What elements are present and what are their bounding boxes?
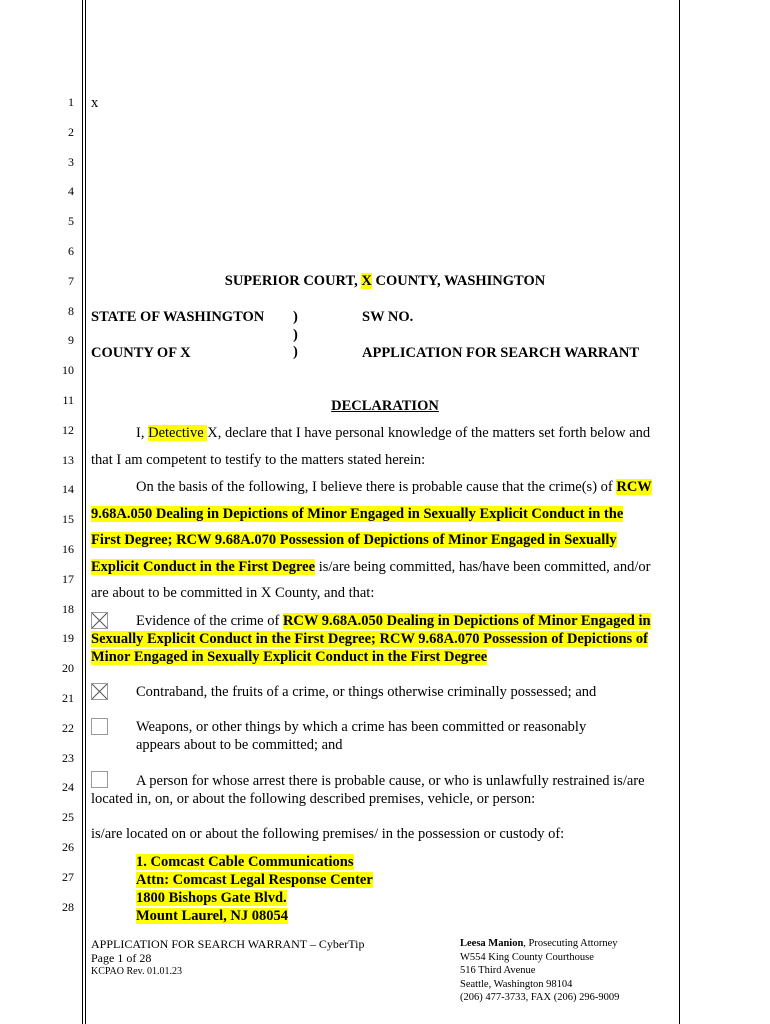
- text: A person for whose arrest there is probable cause, or who is unlawfully restrained is/are: [136, 773, 645, 789]
- attorney-name: Leesa Manion: [460, 938, 524, 949]
- crime-highlight: First Degree; RCW 9.68A.070 Possession of Depictions of Minor Engaged in Sexually: [91, 532, 617, 548]
- caption-document-title: APPLICATION FOR SEARCH WARRANT: [362, 345, 640, 361]
- line-number: 17: [62, 572, 74, 586]
- caption-paren: ): [293, 309, 298, 325]
- line-number: 9: [68, 333, 74, 347]
- left-margin-rule-outer: [82, 0, 83, 1024]
- text: that I am competent to testify to the matters stated herein:: [91, 451, 426, 468]
- footer-page-number: Page 1 of 28: [91, 951, 152, 965]
- crime-highlight: 9.68A.050 Dealing in Depictions of Minor Engaged in Sexually Explicit Conduct in the: [91, 505, 624, 522]
- line-number: 20: [62, 661, 74, 675]
- line-number: 3: [68, 155, 74, 169]
- caption-county: COUNTY OF X: [91, 345, 191, 361]
- attorney-title: , Prosecuting Attorney: [523, 938, 618, 949]
- footer-revision: KCPAO Rev. 01.01.23: [91, 966, 182, 977]
- court-heading: [91, 273, 679, 290]
- line-number: 14: [62, 482, 74, 496]
- text: I,: [136, 425, 149, 441]
- caption-sw-no: SW NO.: [362, 309, 414, 325]
- line-number: 1: [68, 95, 74, 109]
- line-number: 5: [68, 214, 74, 228]
- address-line: Attn: Comcast Legal Response Center: [136, 872, 373, 888]
- line-number: 18: [62, 602, 74, 616]
- address-line: 1800 Bishops Gate Blvd.: [136, 890, 287, 906]
- line-number: 16: [62, 542, 74, 556]
- attorney-address-line: 516 Third Avenue: [460, 965, 536, 977]
- caption-paren: ): [293, 344, 298, 360]
- attorney-address-line: W554 King County Courthouse: [460, 951, 594, 963]
- declaration-paragraph-2: [91, 474, 676, 607]
- line-number: 15: [62, 512, 74, 526]
- left-margin-rule-inner: [85, 0, 86, 1024]
- line-number: 12: [62, 423, 74, 437]
- address-line: Mount Laurel, NJ 08054: [136, 908, 288, 924]
- line-number: 10: [62, 363, 74, 377]
- text: On the basis of the following, I believe there is probable cause that the crime(s) of: [136, 479, 617, 495]
- checkbox-x-icon: [92, 684, 107, 699]
- line-number: 19: [62, 631, 74, 645]
- line-number: 24: [62, 780, 74, 794]
- text: are about to be committed in X County, and that:: [91, 585, 375, 601]
- line-number: 13: [62, 453, 74, 467]
- caption-parens: [293, 309, 298, 362]
- declaration-heading: DECLARATION: [331, 398, 439, 414]
- line-number: 6: [68, 244, 74, 258]
- line-number: 7: [68, 274, 74, 288]
- text: X, declare that I have personal knowledge of the matters set forth below and: [207, 425, 651, 441]
- court-heading-prefix: SUPERIOR COURT,: [224, 273, 362, 289]
- premises-intro: is/are located on or about the following premises/ in the possession or custody of:: [91, 826, 565, 842]
- text: Weapons, or other things by which a crime has been committed or reasonably: [136, 719, 587, 735]
- text: appears about to be committed; and: [136, 737, 343, 753]
- crime-highlight: Minor Engaged in Sexually Explicit Conduct in the First Degree: [91, 649, 488, 665]
- top-mark: x: [91, 95, 99, 111]
- line-number: 25: [62, 810, 74, 824]
- line-number: 22: [62, 721, 74, 735]
- right-margin-rule: [679, 0, 680, 1024]
- attorney-phone: (206) 477-3733, FAX (206) 296-9009: [460, 992, 620, 1004]
- person-option-text: [91, 772, 676, 808]
- declaration-paragraph-1: [91, 420, 676, 473]
- evidence-option-text: [91, 612, 676, 666]
- line-number: 2: [68, 125, 74, 139]
- detective-highlight: Detective: [148, 425, 208, 441]
- address-line: 1. Comcast Cable Communications: [136, 854, 354, 870]
- text: located in, on, or about the following described premises, vehicle, or person:: [91, 791, 536, 807]
- court-heading-county: X: [361, 273, 372, 289]
- line-number: 21: [62, 691, 74, 705]
- weapons-checkbox[interactable]: [91, 718, 108, 735]
- text: is/are being committed, has/have been committed, and/or: [315, 558, 651, 575]
- caption-state: STATE OF WASHINGTON: [91, 309, 265, 325]
- address-block: [136, 853, 373, 925]
- line-number: 11: [62, 393, 74, 407]
- contraband-checkbox[interactable]: [91, 683, 108, 700]
- crime-highlight: Sexually Explicit Conduct in the First Degree; RCW 9.68A.070 Possession of Depictions of: [91, 631, 648, 647]
- line-number: 23: [62, 751, 74, 765]
- text: Evidence of the crime of: [136, 613, 283, 629]
- attorney-address-line: Seattle, Washington 98104: [460, 978, 573, 990]
- caption-paren: ): [293, 326, 298, 343]
- crime-highlight: RCW: [616, 479, 652, 495]
- line-number: 28: [62, 900, 74, 914]
- crime-highlight: Explicit Conduct in the First Degree: [91, 558, 316, 575]
- line-number: 26: [62, 840, 74, 854]
- weapons-option-text: [136, 718, 586, 754]
- footer-title: APPLICATION FOR SEARCH WARRANT – CyberTip: [91, 937, 365, 951]
- footer-right: [460, 937, 619, 1005]
- line-number: 4: [68, 184, 74, 198]
- court-heading-suffix: COUNTY, WASHINGTON: [371, 273, 546, 289]
- footer-left: [91, 937, 365, 979]
- line-number: 27: [62, 870, 74, 884]
- crime-highlight: RCW 9.68A.050 Dealing in Depictions of Minor Engaged in: [282, 613, 651, 629]
- line-number: 8: [68, 304, 74, 318]
- contraband-option-text: Contraband, the fruits of a crime, or things otherwise criminally possessed; and: [136, 684, 597, 700]
